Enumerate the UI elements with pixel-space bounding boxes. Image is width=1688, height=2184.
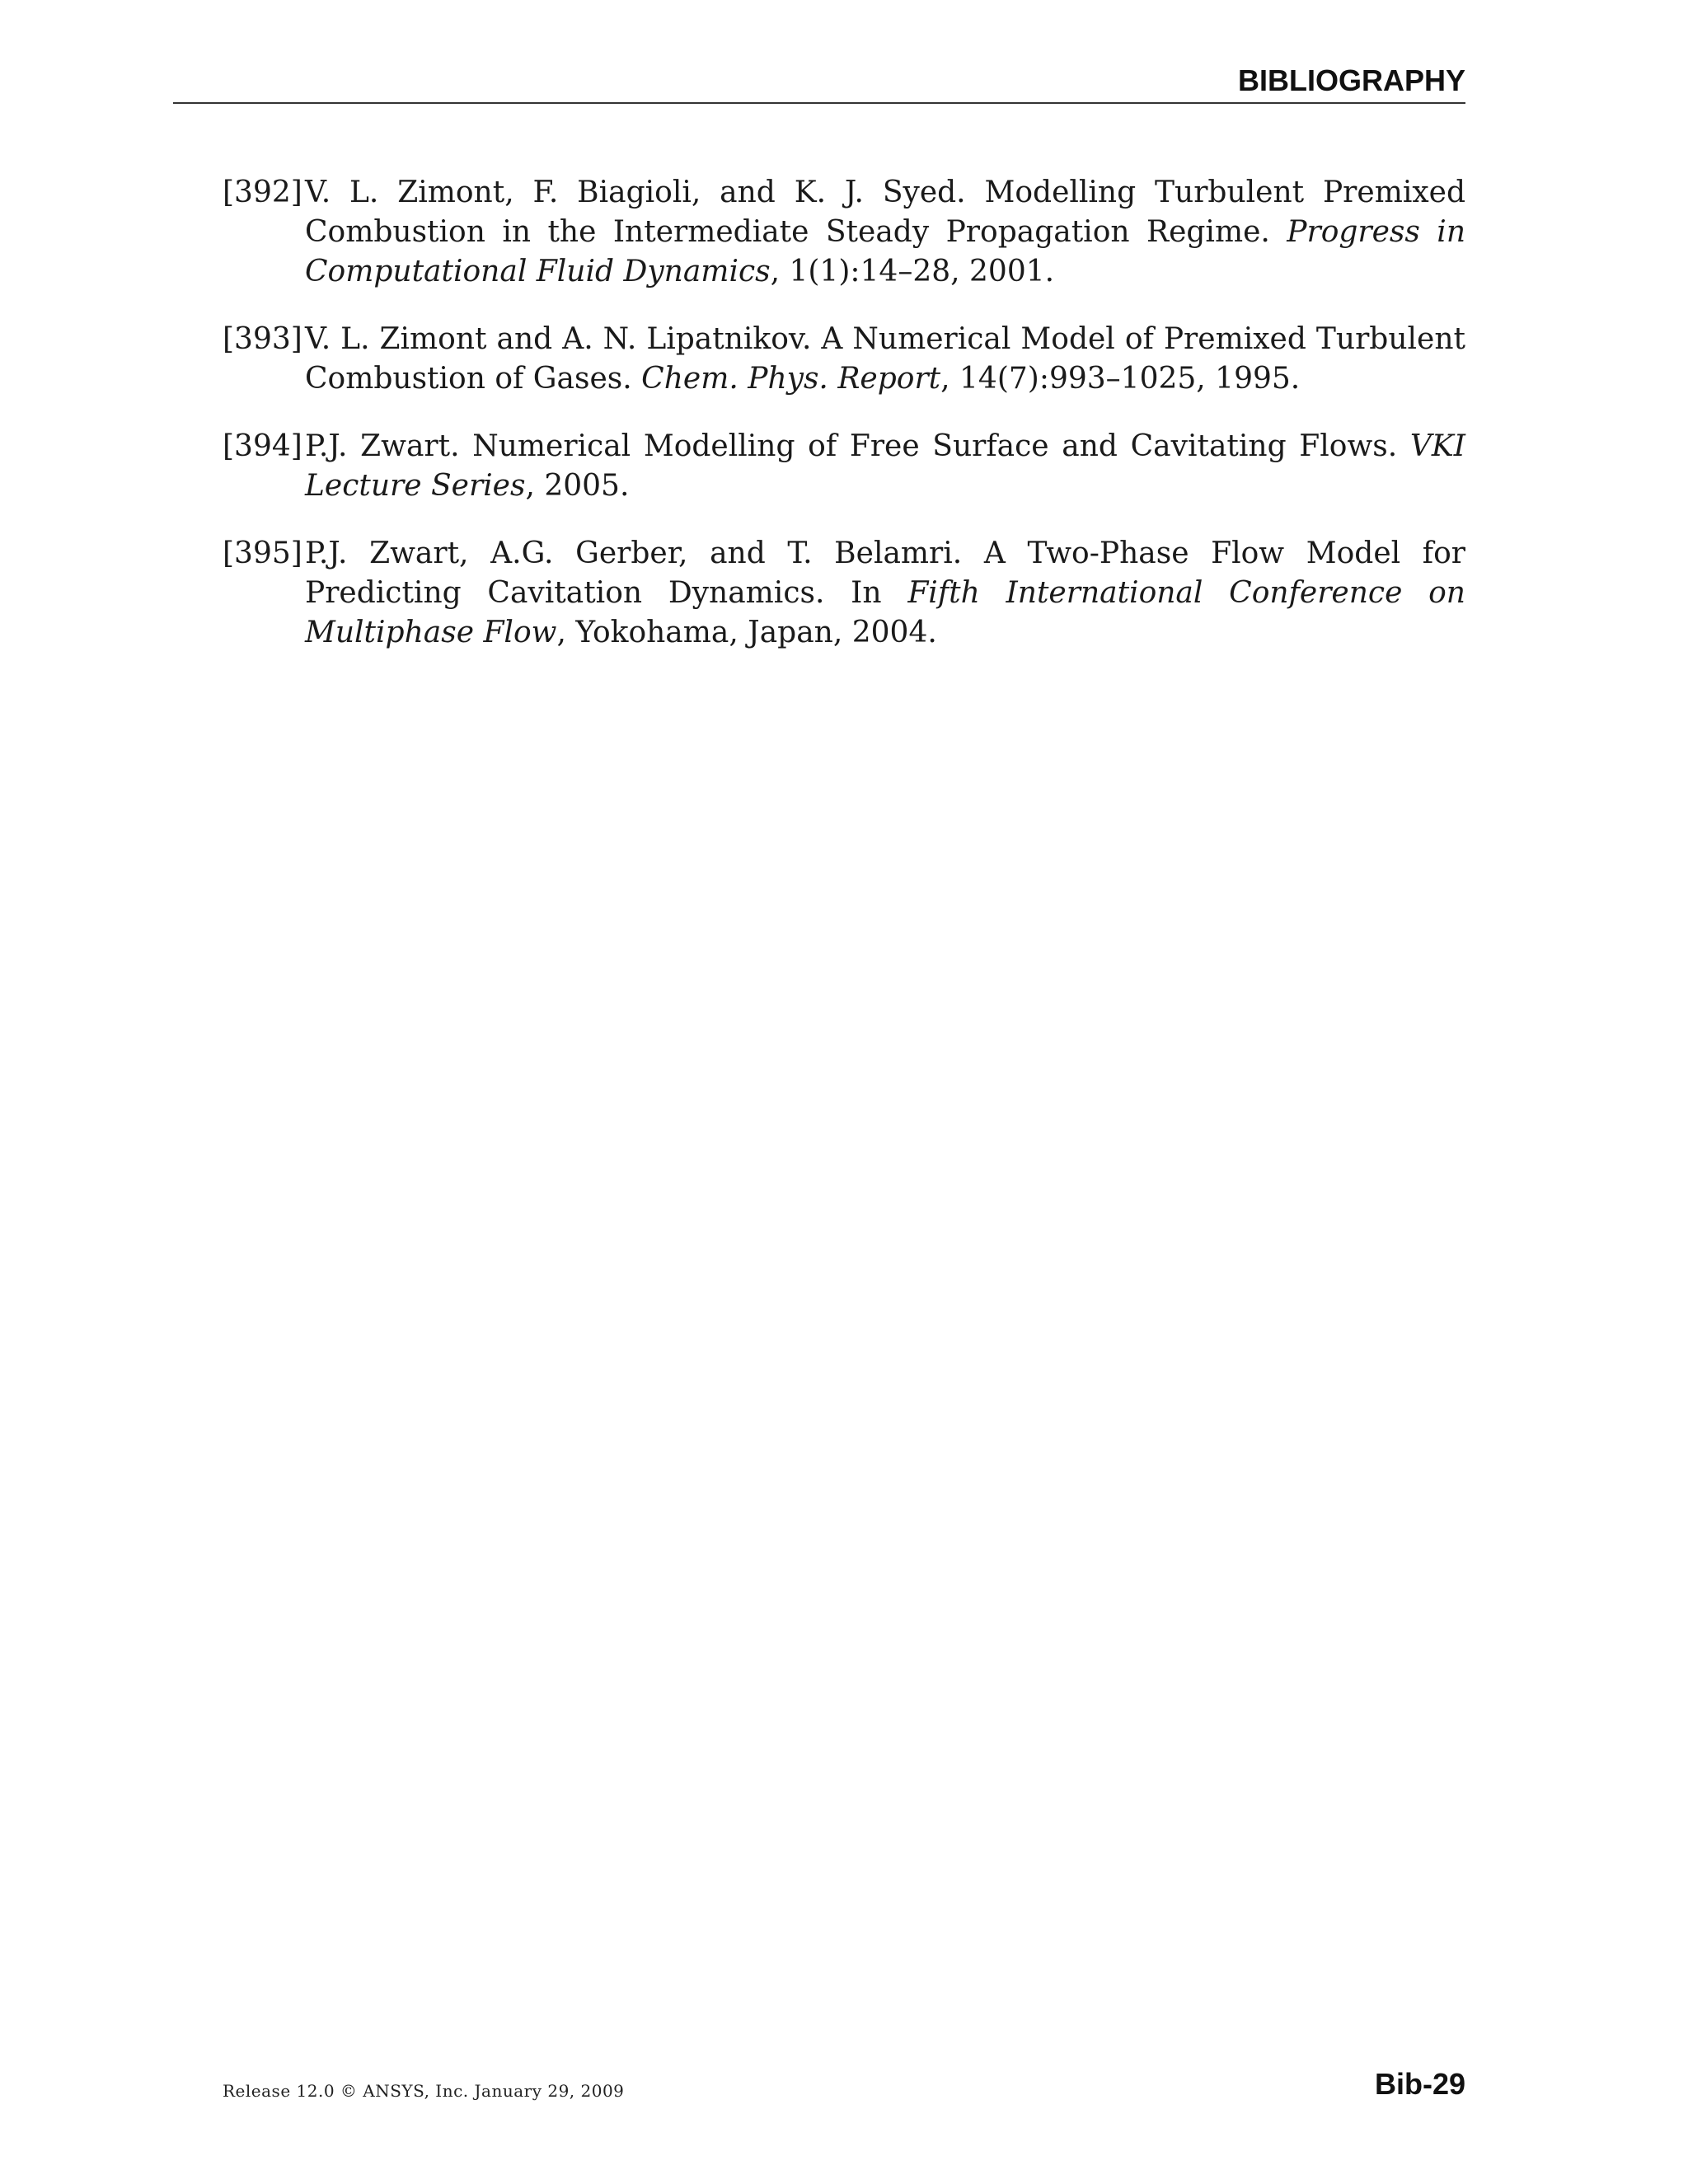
reference-text [305,534,1465,653]
reference-details: , 14(7):993–1025, 1995. [940,362,1301,396]
reference-venue: Chem. Phys. Report [641,362,941,396]
reference-label: [393] [223,322,302,356]
reference-text [305,320,1465,399]
reference-label: [395] [223,537,302,570]
reference-details: , 1(1):14–28, 2001. [770,255,1055,288]
header-rule [173,102,1465,104]
page-number: Bib-29 [1374,2067,1465,2101]
reference-authors-title: P.J. Zwart. Numerical Modelling of Free Surface and Cavitating Flows. [305,429,1410,463]
reference-details: , Yokohama, Japan, 2004. [556,616,937,649]
footer-release-info: Release 12.0 © ANSYS, Inc. January 29, 2009 [223,2081,625,2101]
reference-venue: Progress in Computational Fluid Dynamics [305,215,1466,288]
bibliography-entry [223,427,1465,506]
reference-venue: Fifth International Conference on Multiphase Flow [305,576,1465,649]
reference-authors-title: P.J. Zwart, A.G. Gerber, and T. Belamri. A Two-Phase Flow Model for Predicting Cavitation Dynamics. In [305,537,1465,610]
reference-authors-title: V. L. Zimont and A. N. Lipatnikov. A Numerical Model of Premixed Turbulent Combustion of Gases. [305,322,1465,396]
bibliography-list [223,173,1465,681]
reference-text [305,173,1465,292]
reference-text [305,427,1465,506]
reference-label: [394] [223,429,302,463]
reference-venue: VKI Lecture Series [305,429,1465,503]
bibliography-entry [223,320,1465,399]
reference-authors-title: V. L. Zimont, F. Biagioli, and K. J. Syed. Modelling Turbulent Premixed Combustion in the Intermediate Steady Propagation Regime. [305,176,1465,249]
reference-details: , 2005. [525,469,630,503]
bibliography-entry [223,173,1465,292]
bibliography-entry [223,534,1465,653]
reference-label: [392] [223,176,302,209]
running-header-title: BIBLIOGRAPHY [1237,63,1465,97]
